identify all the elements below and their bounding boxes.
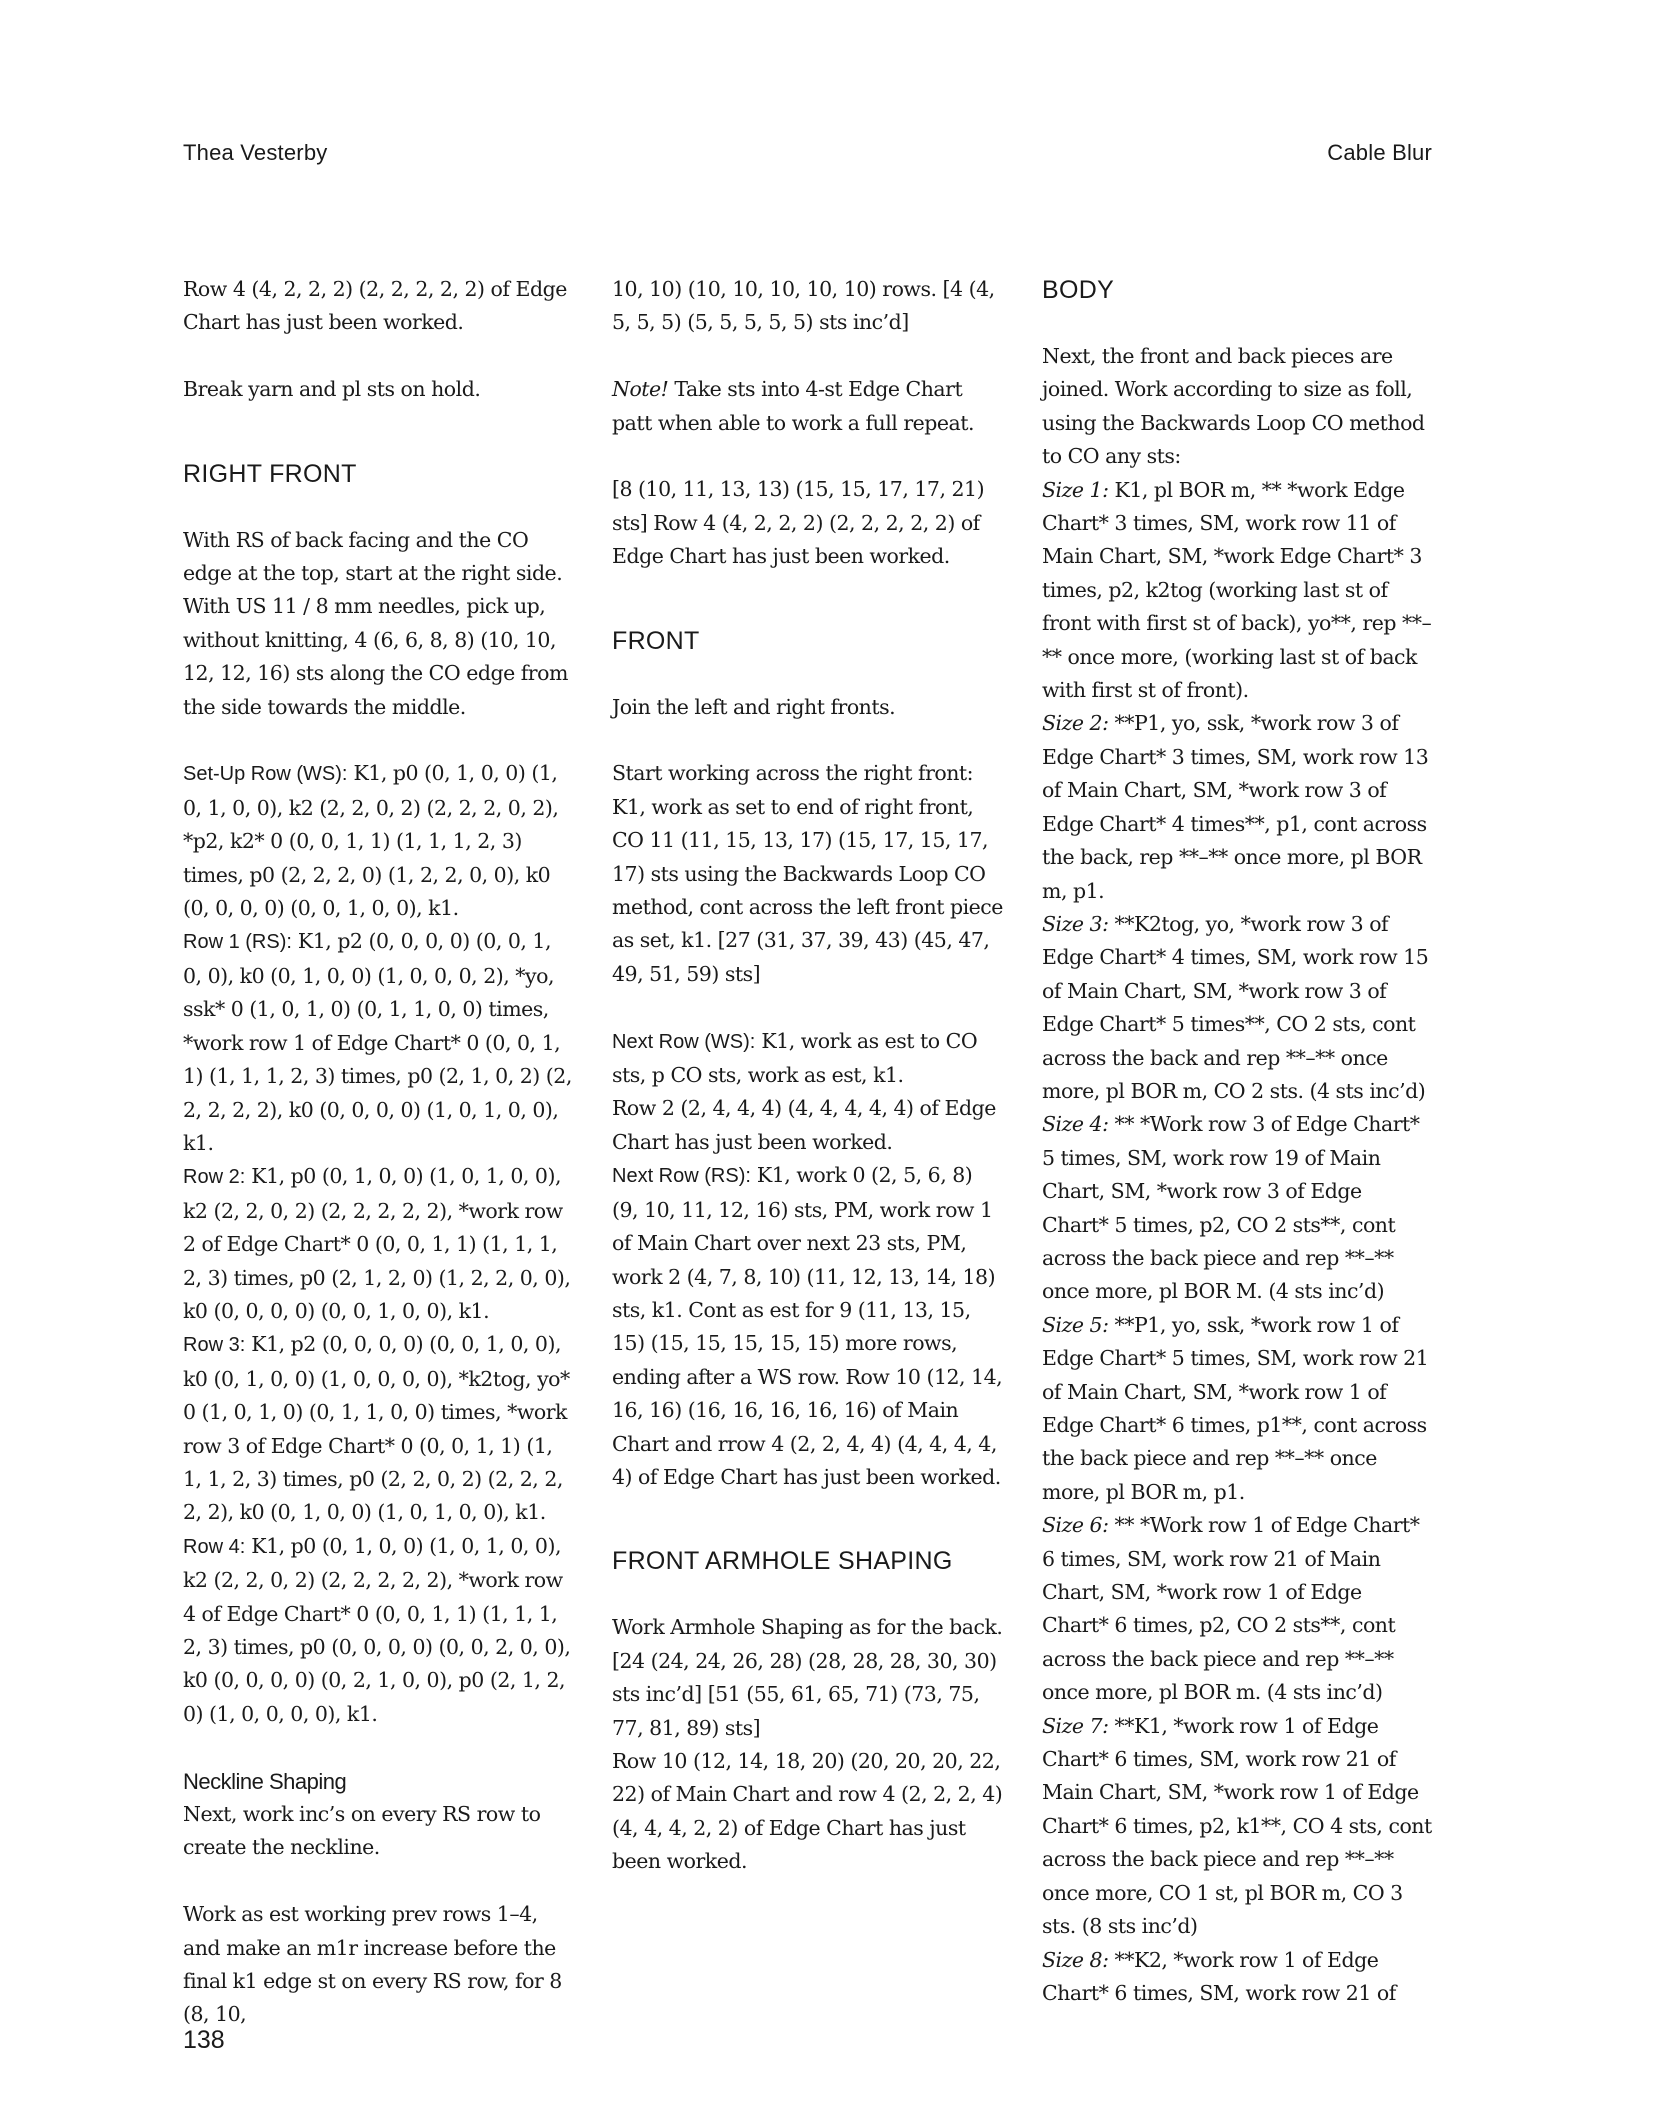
instruction-row-3 bbox=[183, 1328, 575, 1529]
column-1 bbox=[183, 273, 575, 2065]
row-label: Row 2: bbox=[183, 1166, 246, 1189]
instruction-row-4 bbox=[183, 1530, 575, 1731]
size-5-instruction bbox=[1042, 1309, 1434, 1509]
page-number: 138 bbox=[183, 2026, 225, 2054]
paragraph: Row 10 (12, 14, 18, 20) (20, 20, 20, 22, 22) of Main Chart and row 4 (2, 2, 2, 4) (4, 4, 4, 2, 2) of Edge Chart has just been worked. bbox=[612, 1748, 1003, 1874]
size-text: **K1, *work row 1 of Edge Chart* 6 times, SM, work row 21 of Main Chart, SM, *work row 1 of Edge Chart* 6 times, p2, k1**, CO 4 sts, cont across the back piece and rep **–** once more, CO 1 st, pl BOR m, CO 3 sts. (8 sts inc’d) bbox=[1042, 1713, 1432, 1939]
row-text: K1, work as est to CO sts, p CO sts, work as est, k1. bbox=[612, 1028, 978, 1088]
section-heading-body: BODY bbox=[1042, 276, 1115, 304]
instruction-row-1 bbox=[183, 925, 575, 1160]
row-text: K1, p0 (0, 1, 0, 0) (1, 0, 1, 0, 0), k2 (2, 2, 0, 2) (2, 2, 2, 2, 2), *work row 4 of Edge Chart* 0 (0, 0, 1, 1) (1, 1, 1, 2, 3) times, p0 (0, 0, 0, 0) (0, 0, 2, 0, 0), k0 (0, 0, 0, 0) (0, 2, 1, 0, 0), p0 (2, 1, 2, 0) (1, 0, 0, 0, 0), k1. bbox=[183, 1533, 571, 1726]
paragraph: Next, the front and back pieces are joined. Work according to size as foll, using the Backwards Loop CO method to CO any sts: bbox=[1042, 344, 1425, 469]
row-text: K1, p2 (0, 0, 0, 0) (0, 0, 1, 0, 0), k0 (0, 1, 0, 0) (1, 0, 0, 0, 2), *yo, ssk* 0 (1, 0, 1, 0) (0, 1, 1, 0, 0) times, *work row 1 of Edge Chart* 0 (0, 0, 1, 1) (1, 1, 1, 2, 3) times, p0 (2, 1, 0, 2) (2, 2, 2, 2, 2), k0 (0, 0, 0, 0) (1, 0, 1, 0, 0), k1. bbox=[183, 929, 572, 1155]
section-heading-right-front: RIGHT FRONT bbox=[183, 459, 357, 488]
size-text: ** *Work row 3 of Edge Chart* 5 times, SM, work row 19 of Main Chart, SM, *work row 3 of Edge Chart* 5 times, p2, CO 2 sts**, cont across the back piece and rep **–** once more, pl BOR M. (4 sts inc’d) bbox=[1042, 1112, 1420, 1304]
paragraph: 10, 10) (10, 10, 10, 10, 10) rows. [4 (4, 5, 5, 5) (5, 5, 5, 5, 5) sts inc’d] bbox=[612, 277, 995, 335]
size-label: Size 2: bbox=[1042, 711, 1109, 736]
column-3 bbox=[1042, 273, 1434, 2010]
row-label: Row 4: bbox=[183, 1535, 246, 1558]
paragraph: Work Armhole Shaping as for the back. [24 (24, 24, 26, 28) (28, 28, 28, 30, 30) sts inc’d] [51 (55, 61, 65, 71) (73, 75, 77, 81, 89) sts] bbox=[612, 1615, 1003, 1740]
size-text: K1, pl BOR m, ** *work Edge Chart* 3 times, SM, work row 11 of Main Chart, SM, *work Edge Chart* 3 times, p2, k2tog (working last st of front with first st of back), yo**, rep **–** once more, (working last st of back with first st of front). bbox=[1042, 477, 1432, 703]
row-label: Next Row (RS): bbox=[612, 1165, 751, 1188]
size-label: Size 8: bbox=[1042, 1947, 1109, 1972]
instruction-next-row-ws bbox=[612, 1025, 1004, 1093]
paragraph: Row 4 (4, 2, 2, 2) (2, 2, 2, 2, 2) of Edge Chart has just been worked. bbox=[183, 277, 567, 335]
paragraph: Next, work inc’s on every RS row to create the neckline. bbox=[183, 1802, 541, 1860]
paragraph: Work as est working prev rows 1–4, and make an m1r increase before the final k1 edge st on every RS row, for 8 (8, 10, bbox=[183, 1902, 562, 2027]
size-label: Size 4: bbox=[1042, 1112, 1109, 1137]
instruction-setup-row bbox=[183, 757, 575, 925]
section-heading-front: FRONT bbox=[612, 626, 700, 655]
paragraph: Start working across the right front: K1, work as set to end of right front, CO 11 (11, 15, 13, 17) (15, 17, 15, 17, 17) sts using the Backwards Loop CO method, cont across the left front piece as set, k1. [27 (31, 37, 39, 43) (45, 47, 49, 51, 59) sts] bbox=[612, 761, 1003, 986]
column-2 bbox=[612, 273, 1004, 1912]
row-text: K1, work 0 (2, 5, 6, 8) (9, 10, 11, 12, 16) sts, PM, work row 1 of Main Chart over next 23 sts, PM, work 2 (4, 7, 8, 10) (11, 12, 13, 14, 18) sts, k1. Cont as est for 9 (11, 13, 15, 15) (15, 15, 15, 15, 15) more rows, ending after a WS row. Row 10 (12, 14, 16, 16) (16, 16, 16, 16, 16) of Main Chart and rrow 4 (2, 2, 4, 4) (4, 4, 4, 4, 4) of Edge Chart has just been worked. bbox=[612, 1163, 1003, 1489]
size-6-instruction bbox=[1042, 1509, 1434, 1709]
instruction-next-row-rs bbox=[612, 1159, 1004, 1494]
size-3-instruction bbox=[1042, 908, 1434, 1108]
row-label: Row 3: bbox=[183, 1334, 246, 1357]
row-text: K1, p0 (0, 1, 0, 0) (1, 0, 1, 0, 0), k2 (2, 2, 0, 2) (2, 2, 2, 2, 2), *work row 2 of Edge Chart* 0 (0, 0, 1, 1) (1, 1, 1, 2, 3) times, p0 (2, 1, 2, 0) (1, 2, 2, 0, 0), k0 (0, 0, 0, 0) (0, 0, 1, 0, 0), k1. bbox=[183, 1164, 571, 1323]
running-head-author: Thea Vesterby bbox=[183, 140, 328, 165]
size-7-instruction bbox=[1042, 1710, 1434, 1944]
row-text: K1, p2 (0, 0, 0, 0) (0, 0, 1, 0, 0), k0 (0, 1, 0, 0) (1, 0, 0, 0, 0), *k2tog, yo* 0 (1, 0, 1, 0) (0, 1, 1, 0, 0) times, *work row 3 of Edge Chart* 0 (0, 0, 1, 1) (1, 1, 1, 2, 3) times, p0 (2, 2, 0, 2) (2, 2, 2, 2, 2), k0 (0, 1, 0, 0) (1, 0, 1, 0, 0), k1. bbox=[183, 1332, 570, 1525]
paragraph: [8 (10, 11, 13, 13) (15, 15, 17, 17, 21) sts] Row 4 (4, 2, 2, 2) (2, 2, 2, 2, 2) of Edge Chart has just been worked. bbox=[612, 477, 985, 569]
size-label: Size 3: bbox=[1042, 911, 1109, 936]
subheading-neckline-shaping: Neckline Shaping bbox=[183, 1768, 347, 1794]
row-label: Row 1 (RS): bbox=[183, 931, 292, 954]
note-text: Take sts into 4-st Edge Chart patt when able to work a full repeat. bbox=[612, 377, 975, 435]
size-8-instruction bbox=[1042, 1944, 1434, 2011]
paragraph: Join the left and right fronts. bbox=[612, 694, 896, 719]
size-text: **K2, *work row 1 of Edge Chart* 6 times, SM, work row 21 of bbox=[1042, 1947, 1396, 2005]
paragraph: With RS of back facing and the CO edge at the top, start at the right side. With US 11 / 8 mm needles, pick up, without knitting, 4 (6, 6, 8, 8) (10, 10, 12, 12, 16) sts along the CO edge from the side towards the middle. bbox=[183, 527, 568, 719]
size-1-instruction bbox=[1042, 474, 1434, 708]
section-heading-front-armhole-shaping: FRONT ARMHOLE SHAPING bbox=[612, 1547, 953, 1576]
size-text: **P1, yo, ssk, *work row 3 of Edge Chart* 3 times, SM, work row 13 of Main Chart, SM, *work row 3 of Edge Chart* 4 times**, p1, cont across the back, rep **–** once more, pl BOR m, p1. bbox=[1042, 711, 1429, 903]
size-text: ** *Work row 1 of Edge Chart* 6 times, SM, work row 21 of Main Chart, SM, *work row 1 of Edge Chart* 6 times, p2, CO 2 sts**, cont across the back piece and rep **–** once more, pl BOR m. (4 sts inc’d) bbox=[1042, 1513, 1420, 1705]
size-text: **K2tog, yo, *work row 3 of Edge Chart* 4 times, SM, work row 15 of Main Chart, SM, *work row 3 of Edge Chart* 5 times**, CO 2 sts, cont across the back and rep **–** once more, pl BOR m, CO 2 sts. (4 sts inc’d) bbox=[1042, 911, 1429, 1103]
paragraph: Break yarn and pl sts on hold. bbox=[183, 377, 481, 402]
running-head-title: Cable Blur bbox=[1327, 140, 1432, 165]
size-label: Size 6: bbox=[1042, 1513, 1109, 1538]
size-4-instruction bbox=[1042, 1108, 1434, 1308]
size-text: **P1, yo, ssk, *work row 1 of Edge Chart* 5 times, SM, work row 21 of Main Chart, SM, *work row 1 of Edge Chart* 6 times, p1**, cont across the back piece and rep **–** once more, pl BOR m, p1. bbox=[1042, 1312, 1429, 1504]
note-label: Note! bbox=[612, 377, 669, 402]
row-label: Next Row (WS): bbox=[612, 1030, 756, 1053]
instruction-row-2 bbox=[183, 1160, 575, 1328]
size-2-instruction bbox=[1042, 707, 1434, 907]
size-label: Size 1: bbox=[1042, 477, 1109, 502]
paragraph: Row 2 (2, 4, 4, 4) (4, 4, 4, 4, 4) of Edge Chart has just been worked. bbox=[612, 1096, 996, 1154]
row-text: K1, p0 (0, 1, 0, 0) (1, 0, 1, 0, 0), k2 (2, 2, 0, 2) (2, 2, 2, 0, 2), *p2, k2* 0 (0, 0, 1, 1) (1, 1, 1, 2, 3) times, p0 (2, 2, 2, 0) (1, 2, 2, 0, 0), k0 (0, 0, 0, 0) (0, 0, 1, 0, 0), k1. bbox=[183, 761, 559, 921]
size-label: Size 5: bbox=[1042, 1312, 1109, 1337]
note-paragraph bbox=[612, 373, 1004, 440]
size-label: Size 7: bbox=[1042, 1713, 1109, 1738]
row-label: Set-Up Row (WS): bbox=[183, 763, 348, 786]
